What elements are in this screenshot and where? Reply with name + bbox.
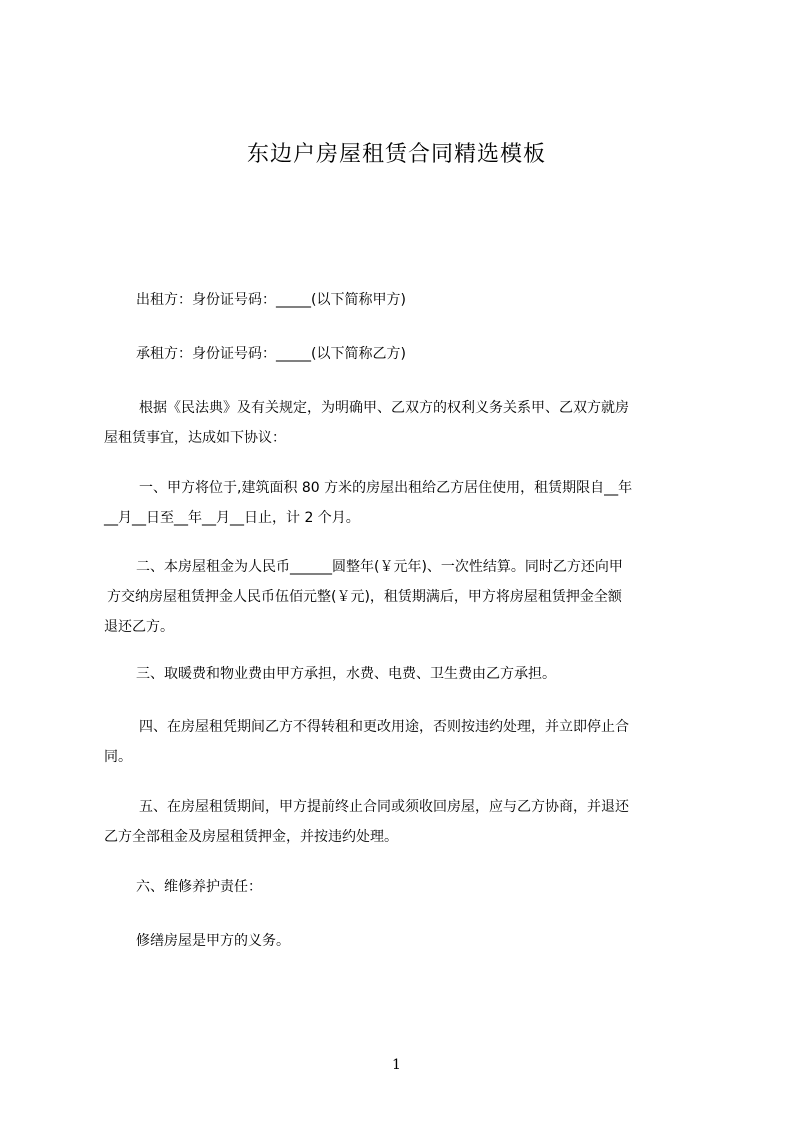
lessee-text: 承租方：身份证号码：_____(以下简称乙方) [136, 346, 406, 362]
lessor-text: 出租方：身份证号码：_____(以下简称甲方) [136, 292, 406, 308]
clause-4-line-1: 四、在房屋租凭期间乙方不得转租和更改用途，否则按违约处理，并立即停止合 [139, 719, 629, 735]
clause-1-line-2: __月__日至__年__月__日止，计 2 个月。 [104, 510, 360, 526]
clause-3-paragraph [104, 659, 714, 689]
lessor-line [104, 285, 714, 315]
clause-2-line-2: 方交纳房屋租赁押金人民币伍佰元整(￥元)，租赁期满后，甲方将房屋租赁押金全额 [107, 589, 622, 605]
clause-1-line-1: 一、甲方将位于,建筑面积 80 方米的房屋出租给乙方居住使用，租赁期限自__年 [139, 480, 633, 496]
preamble-line-1: 根据《民法典》及有关规定，为明确甲、乙双方的权利义务关系甲、乙双方就房 [139, 400, 629, 416]
clause-2-line-3: 退还乙方。 [104, 619, 174, 635]
preamble-paragraph [104, 393, 714, 453]
clause-5-paragraph [104, 792, 714, 852]
page-number: 1 [392, 1057, 401, 1073]
clause-6-text: 修缮房屋是甲方的义务。 [136, 933, 290, 949]
clause-6-heading-text: 六、维修养护责任： [136, 879, 262, 895]
clause-2-paragraph [104, 552, 714, 642]
clause-5-line-1: 五、在房屋租赁期间，甲方提前终止合同或须收回房屋，应与乙方协商，并退还 [139, 799, 629, 815]
document-title: 东边户房屋租赁合同精选模板 [246, 142, 546, 167]
clause-6-heading [104, 872, 714, 902]
clause-2-line-1: 二、本房屋租金为人民币______圆整年(￥元年)、一次性结算。同时乙方还向甲 [136, 559, 623, 575]
lessee-line [104, 339, 714, 369]
clause-6-paragraph [104, 926, 714, 956]
clause-1-paragraph [104, 473, 714, 533]
clause-3-text: 三、取暖费和物业费由甲方承担，水费、电费、卫生费由乙方承担。 [136, 666, 556, 682]
clause-4-line-2: 同。 [104, 749, 132, 765]
clause-4-paragraph [104, 712, 714, 772]
preamble-line-2: 屋租赁事宜，达成如下协议： [104, 430, 286, 446]
clause-5-line-2: 乙方全部租金及房屋租赁押金，并按违约处理。 [104, 829, 398, 845]
